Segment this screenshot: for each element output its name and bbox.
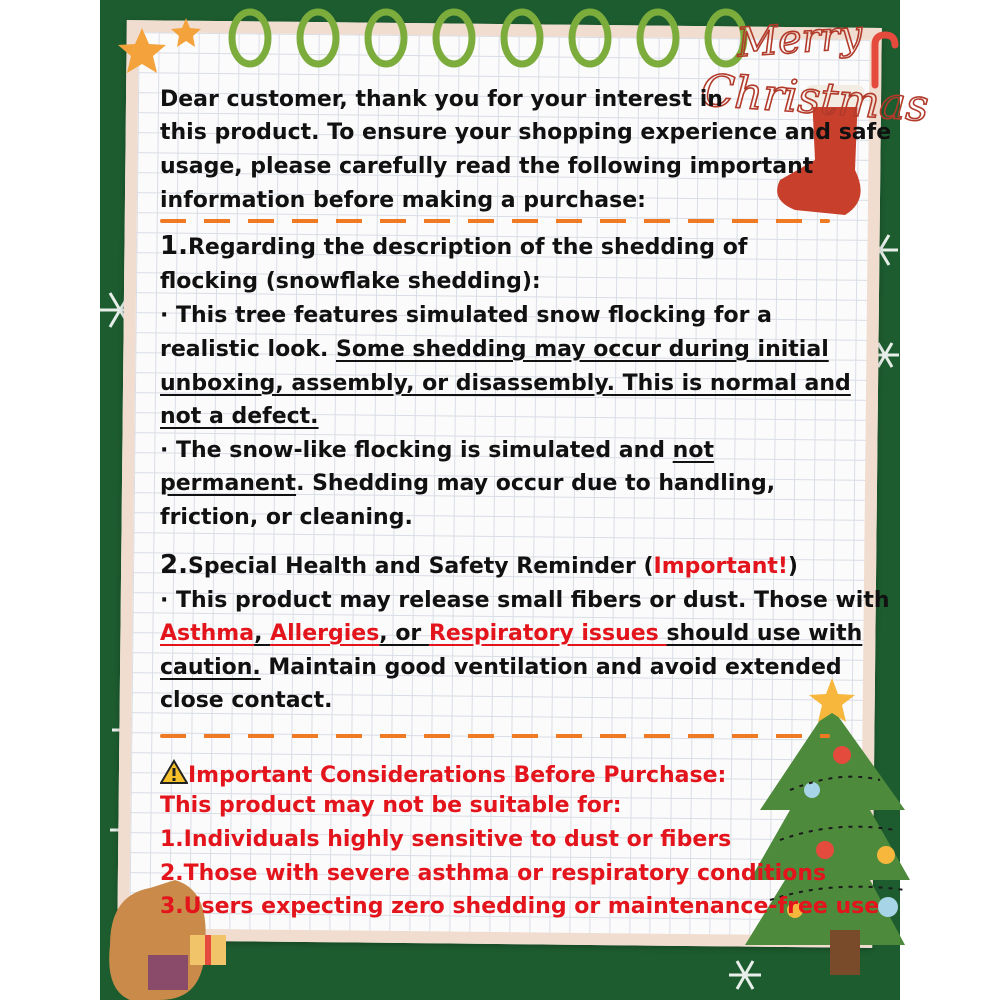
underlined-text: caution. (160, 655, 261, 680)
section-number: 2. (160, 550, 188, 580)
underlined-text: Some shedding may occur during initial (335, 337, 829, 362)
considerations-heading (160, 759, 726, 790)
intro-line: this product. To ensure your shopping experience and safe (160, 120, 892, 145)
section1-heading-line2: flocking (snowflake shedding): (160, 269, 541, 294)
respiratory-text: Respiratory issues (428, 621, 667, 646)
allergies-text: Allergies (270, 621, 380, 646)
asthma-text: Asthma (160, 621, 255, 646)
text-span: ) (787, 554, 798, 579)
underlined-line: unboxing, assembly, or disassembly. This is normal and (160, 371, 851, 396)
text-span: . Shedding may occur due to handling, (296, 471, 776, 496)
intro-line: information before making a purchase: (160, 188, 646, 213)
text-span: , (254, 621, 271, 646)
warning-icon (160, 759, 188, 785)
bullet-line (160, 336, 829, 364)
intro-line: usage, please carefully read the following important (160, 154, 814, 179)
bullet-line (160, 654, 842, 682)
important-label: Important! (653, 554, 788, 579)
bullet-line: close contact. (160, 688, 333, 713)
bullet-line: · This product may release small fibers or dust. Those with (160, 588, 890, 613)
christmas-script: Christmas (699, 65, 931, 132)
bullet-line: friction, or cleaning. (160, 505, 413, 530)
underlined-text: not (672, 438, 714, 463)
christmas-tree-icon (745, 678, 910, 975)
bullet-line (160, 620, 862, 648)
underlined-text: should use with (666, 621, 863, 646)
text-span: · The snow-like flocking is simulated and (160, 438, 673, 463)
section1-title: Regarding the description of the shedding of (187, 235, 748, 260)
merry-script: Merry (735, 11, 864, 67)
section1-heading (160, 232, 747, 262)
underlined-text: permanent (160, 471, 297, 496)
bullet-line (160, 470, 775, 498)
dashed-divider (160, 734, 830, 738)
underlined-line: not a defect. (160, 404, 319, 429)
section2-title: Special Health and Safety Reminder ( (187, 554, 654, 579)
section-number: 1. (160, 231, 188, 261)
text-span: Maintain good ventilation and avoid extended (260, 655, 842, 680)
considerations-sub: This product may not be suitable for: (160, 793, 622, 818)
list-item: 2.Those with severe asthma or respiratory conditions (160, 861, 827, 886)
text-span: realistic look. (160, 337, 336, 362)
spiral-binding-icon (232, 12, 744, 64)
intro-line: Dear customer, thank you for your interest in (160, 87, 723, 112)
considerations-title: Important Considerations Before Purchase: (188, 763, 727, 788)
bullet-line: · This tree features simulated snow flocking for a (160, 303, 772, 328)
dashed-divider (160, 219, 830, 223)
list-item: 1.Individuals highly sensitive to dust or fibers (160, 827, 732, 852)
section2-heading (160, 551, 798, 581)
text-span: , or (379, 621, 429, 646)
bullet-line (160, 437, 714, 465)
star-icon (118, 18, 201, 73)
list-item: 3.Users expecting zero shedding or maintenance-free use (160, 894, 880, 919)
